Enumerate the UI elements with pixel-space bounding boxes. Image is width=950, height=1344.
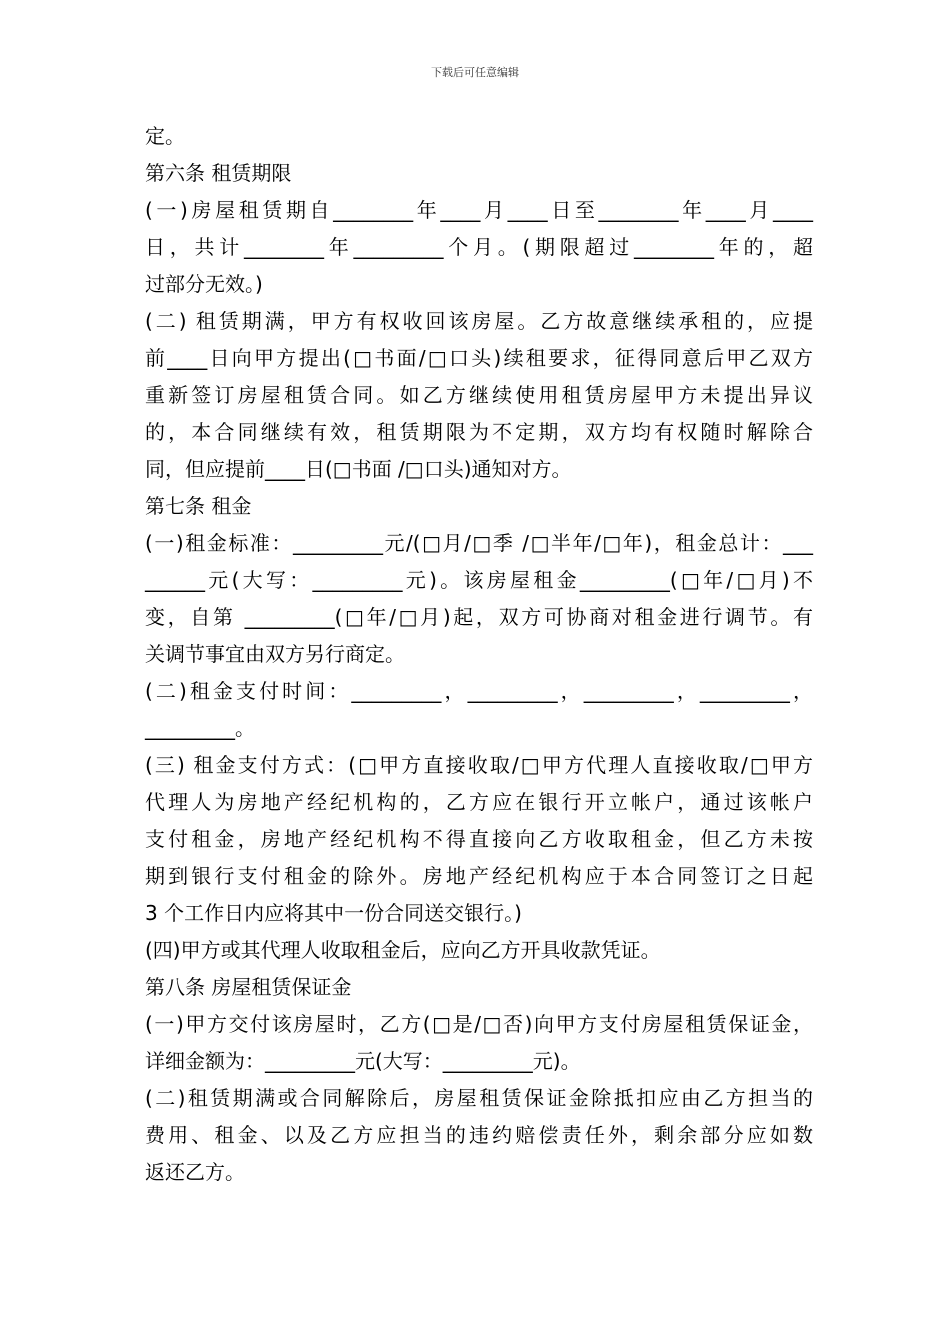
text-line: 支付租金，房地产经纪机构不得直接向乙方收取租金，但乙方未按 <box>145 827 813 851</box>
text-line: 变，自第 _________(□年/□月)起，双方可协商对租金进行调节。有 <box>145 605 813 629</box>
text-line: (一)甲方交付该房屋时，乙方(□是/□否)向甲方支付房屋租赁保证金， <box>145 1012 813 1036</box>
text-line: 定。 <box>145 124 185 148</box>
text-line: 重新签订房屋租赁合同。如乙方继续使用租赁房屋甲方未提出异议 <box>145 383 813 407</box>
text-line: 第七条 租金 <box>145 494 252 518</box>
text-line: 同，但应提前____日(□书面 /□口头)通知对方。 <box>145 457 572 481</box>
contract-body <box>145 118 813 1191</box>
text-line: 过部分无效。) <box>145 272 263 296</box>
text-line: (三) 租金支付方式：(□甲方直接收取/□甲方代理人直接收取/□甲方 <box>145 753 813 777</box>
text-line: 第八条 房屋租赁保证金 <box>145 975 352 999</box>
text-line: (一)房屋租赁期自________年____月____日至________年____月____ <box>145 198 813 222</box>
text-line: 费用、租金、以及乙方应担当的违约赔偿责任外，剩余部分应如数 <box>145 1123 813 1147</box>
text-line: ______元(大写：_________元)。该房屋租金_________(□年/□月)不 <box>145 568 813 592</box>
text-line: (二) 租赁期满，甲方有权收回该房屋。乙方故意继续承租的，应提 <box>145 309 813 333</box>
text-line: (二)租金支付时间：_________，_________，_________，_________， <box>145 679 813 703</box>
text-line: 代理人为房地产经纪机构的，乙方应在银行开立帐户，通过该帐户 <box>145 790 813 814</box>
text-line: 前____日向甲方提出(□书面/□口头)续租要求，征得同意后甲乙双方 <box>145 346 813 370</box>
text-line: (四)甲方或其代理人收取租金后，应向乙方开具收款凭证。 <box>145 938 661 962</box>
text-line: 3 个工作日内应将其中一份合同送交银行。) <box>145 901 522 925</box>
text-line: (二)租赁期满或合同解除后，房屋租赁保证金除抵扣应由乙方担当的 <box>145 1086 813 1110</box>
header-note: 下载后可任意编辑 <box>431 66 519 79</box>
text-line: _________。 <box>145 716 255 740</box>
text-line: 详细金额为：_________元(大写：_________元)。 <box>145 1049 581 1073</box>
text-line: 关调节事宜由双方另行商定。 <box>145 642 405 666</box>
text-line: 返还乙方。 <box>145 1160 245 1184</box>
text-line: 日，共计________年_________个月。(期限超过________年的，超 <box>145 235 813 259</box>
text-line: 第六条 租赁期限 <box>145 161 292 185</box>
text-line: 的，本合同继续有效，租赁期限为不定期，双方均有权随时解除合 <box>145 420 813 444</box>
text-line: (一)租金标准：_________元/(□月/□季 /□半年/□年)，租金总计：___ <box>145 531 813 555</box>
text-line: 期到银行支付租金的除外。房地产经纪机构应于本合同签订之日起 <box>145 864 813 888</box>
